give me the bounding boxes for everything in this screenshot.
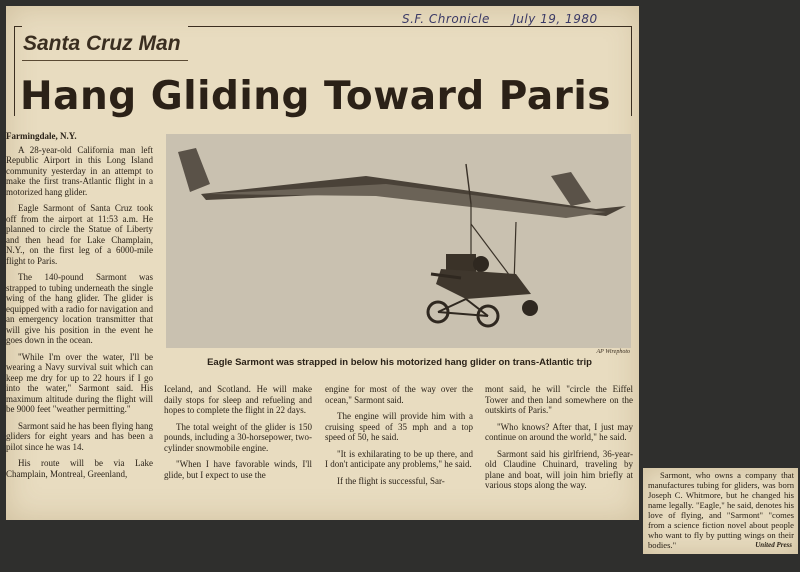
photo-credit: AP Wirephoto: [596, 349, 630, 355]
article-continuation: [648, 470, 794, 550]
photo-caption: Eagle Sarmont was strapped in below his motorized hang glider on trans-Atlantic trip: [207, 357, 592, 368]
handwritten-source: S.F. Chronicle: [402, 12, 490, 26]
article-column-4: [485, 384, 633, 497]
paragraph: Eagle Sarmont of Santa Cruz took off from the airport at 11:53 a.m. He planned to circle the Statue of Liberty and then head for Lake Champlain, N.Y., on the first leg of a 6000-mile flight to Paris.: [6, 203, 153, 266]
headline-box-top-right: [188, 26, 632, 27]
headline: Hang Gliding Toward Paris: [20, 74, 611, 119]
paragraph: Iceland, and Scotland. He will make daily stops for sleep and refueling and hopes to complete the flight in 22 days.: [164, 384, 312, 415]
paragraph: "It is exhilarating to be up there, and I don't anticipate any problems," he said.: [325, 448, 473, 469]
article-column-2: [164, 384, 312, 486]
kicker-rule: [22, 60, 188, 61]
dateline: Farmingdale, N.Y.: [6, 131, 77, 141]
wire-credit: United Press: [755, 541, 792, 549]
article-column-1: [6, 131, 153, 485]
kicker-headline: Santa Cruz Man: [23, 32, 181, 55]
paragraph: "Who knows? After that, I just may continue on around the world," he said.: [485, 421, 633, 442]
paragraph: The total weight of the glider is 150 pounds, including a 30-horsepower, two-cylinder snowmobile engine.: [164, 421, 312, 453]
paragraph: The 140-pound Sarmont was strapped to tubing underneath the single wing of the hang glider. The glider is equipped with a radio for navigation and an emergency location transmitter that will give his position in the event he goes down in the ocean.: [6, 272, 153, 345]
paragraph: "When I have favorable winds, I'll glide, but I expect to use the: [164, 459, 312, 480]
paragraph: Sarmont said his girlfriend, 36-year-old Claudine Chuinard, traveling by plane and boat, will join him briefly at various stops along the way.: [485, 448, 633, 490]
paragraph: The engine will provide him with a cruising speed of 35 mph and a top speed of 50, he said.: [325, 411, 473, 442]
handwritten-date: July 19, 1980: [512, 12, 598, 26]
paragraph: mont said, he will "circle the Eiffel Tower and then land somewhere on the outskirts of Paris.": [485, 384, 633, 415]
article-column-3: [325, 384, 473, 492]
paragraph: engine for most of the way over the ocean," Sarmont said.: [325, 384, 473, 405]
news-photo-hang-glider: [166, 134, 631, 348]
paragraph: Sarmont said he has been flying hang gliders for eight years and has been a pilot since he was 14.: [6, 420, 153, 452]
paragraph: His route will be via Lake Champlain, Montreal, Greenland,: [6, 458, 153, 479]
headline-box-top-left: [14, 26, 22, 27]
hang-glider-illustration: [166, 134, 631, 348]
paragraph: Sarmont, who owns a company that manufactures tubing for gliders, was born Joseph C. Whitmore, but he changed his name legally. "Eagle," he said, denotes his love of flying, and "Sarmont" "comes from a science fiction novel about people who want to fly by putting wings on their bodies.": [648, 470, 794, 550]
headline-box-right: [631, 26, 632, 116]
paragraph: A 28-year-old California man left Republic Airport in this Long Island community yesterday in an attempt to make the first trans-Atlantic flight in a motorized hang glider.: [6, 144, 153, 197]
paragraph: "While I'm over the water, I'll be wearing a Navy survival suit which can keep me dry for up to 22 hours if I go into the water," Sarmont said. His maximum altitude during the flight will be 9000 feet "weather permitting.": [6, 351, 153, 414]
handwritten-note: [402, 12, 616, 26]
paragraph: If the flight is successful, Sar-: [337, 475, 445, 486]
headline-box-left: [14, 26, 15, 116]
